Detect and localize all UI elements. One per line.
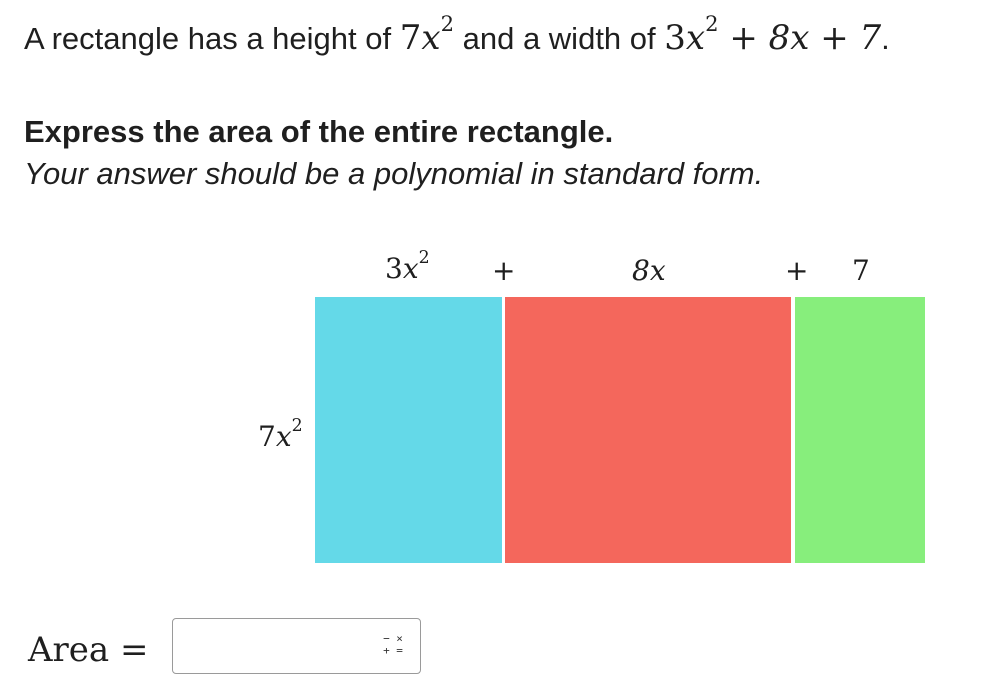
question-text: A rectangle has a height of $7x^2$ and a width of $3x^2 + 8x + 7$. [24,11,890,58]
side-label-height: $7x^2$ [258,416,303,453]
area-label: Area = [28,630,149,670]
rectangle-segment-3x2 [315,297,502,563]
rectangle-segment-7 [795,297,925,563]
answer-field[interactable] [172,618,421,674]
question-middle: and a width of [462,21,656,56]
area-input[interactable] [179,625,363,669]
instruction-text: Express the area of the entire rectangle. [24,114,614,149]
math-keypad-icon[interactable]: − × + = [383,632,403,657]
top-label-term1: $3x^2$ [385,248,430,285]
rectangle-segment-8x [505,297,791,563]
question-prefix: A rectangle has a height of [24,21,392,56]
top-label-plus-1: + [492,254,516,287]
top-label-term2: 8x [632,254,666,287]
hint-text: Your answer should be a polynomial in standard form. [24,156,764,191]
height-expression: $7x^2$ [399,11,454,58]
top-label-term3: 7 [852,254,870,287]
top-label-plus-2: + [785,254,809,287]
width-expression: $3x^2 + 8x + 7$ [664,11,882,58]
